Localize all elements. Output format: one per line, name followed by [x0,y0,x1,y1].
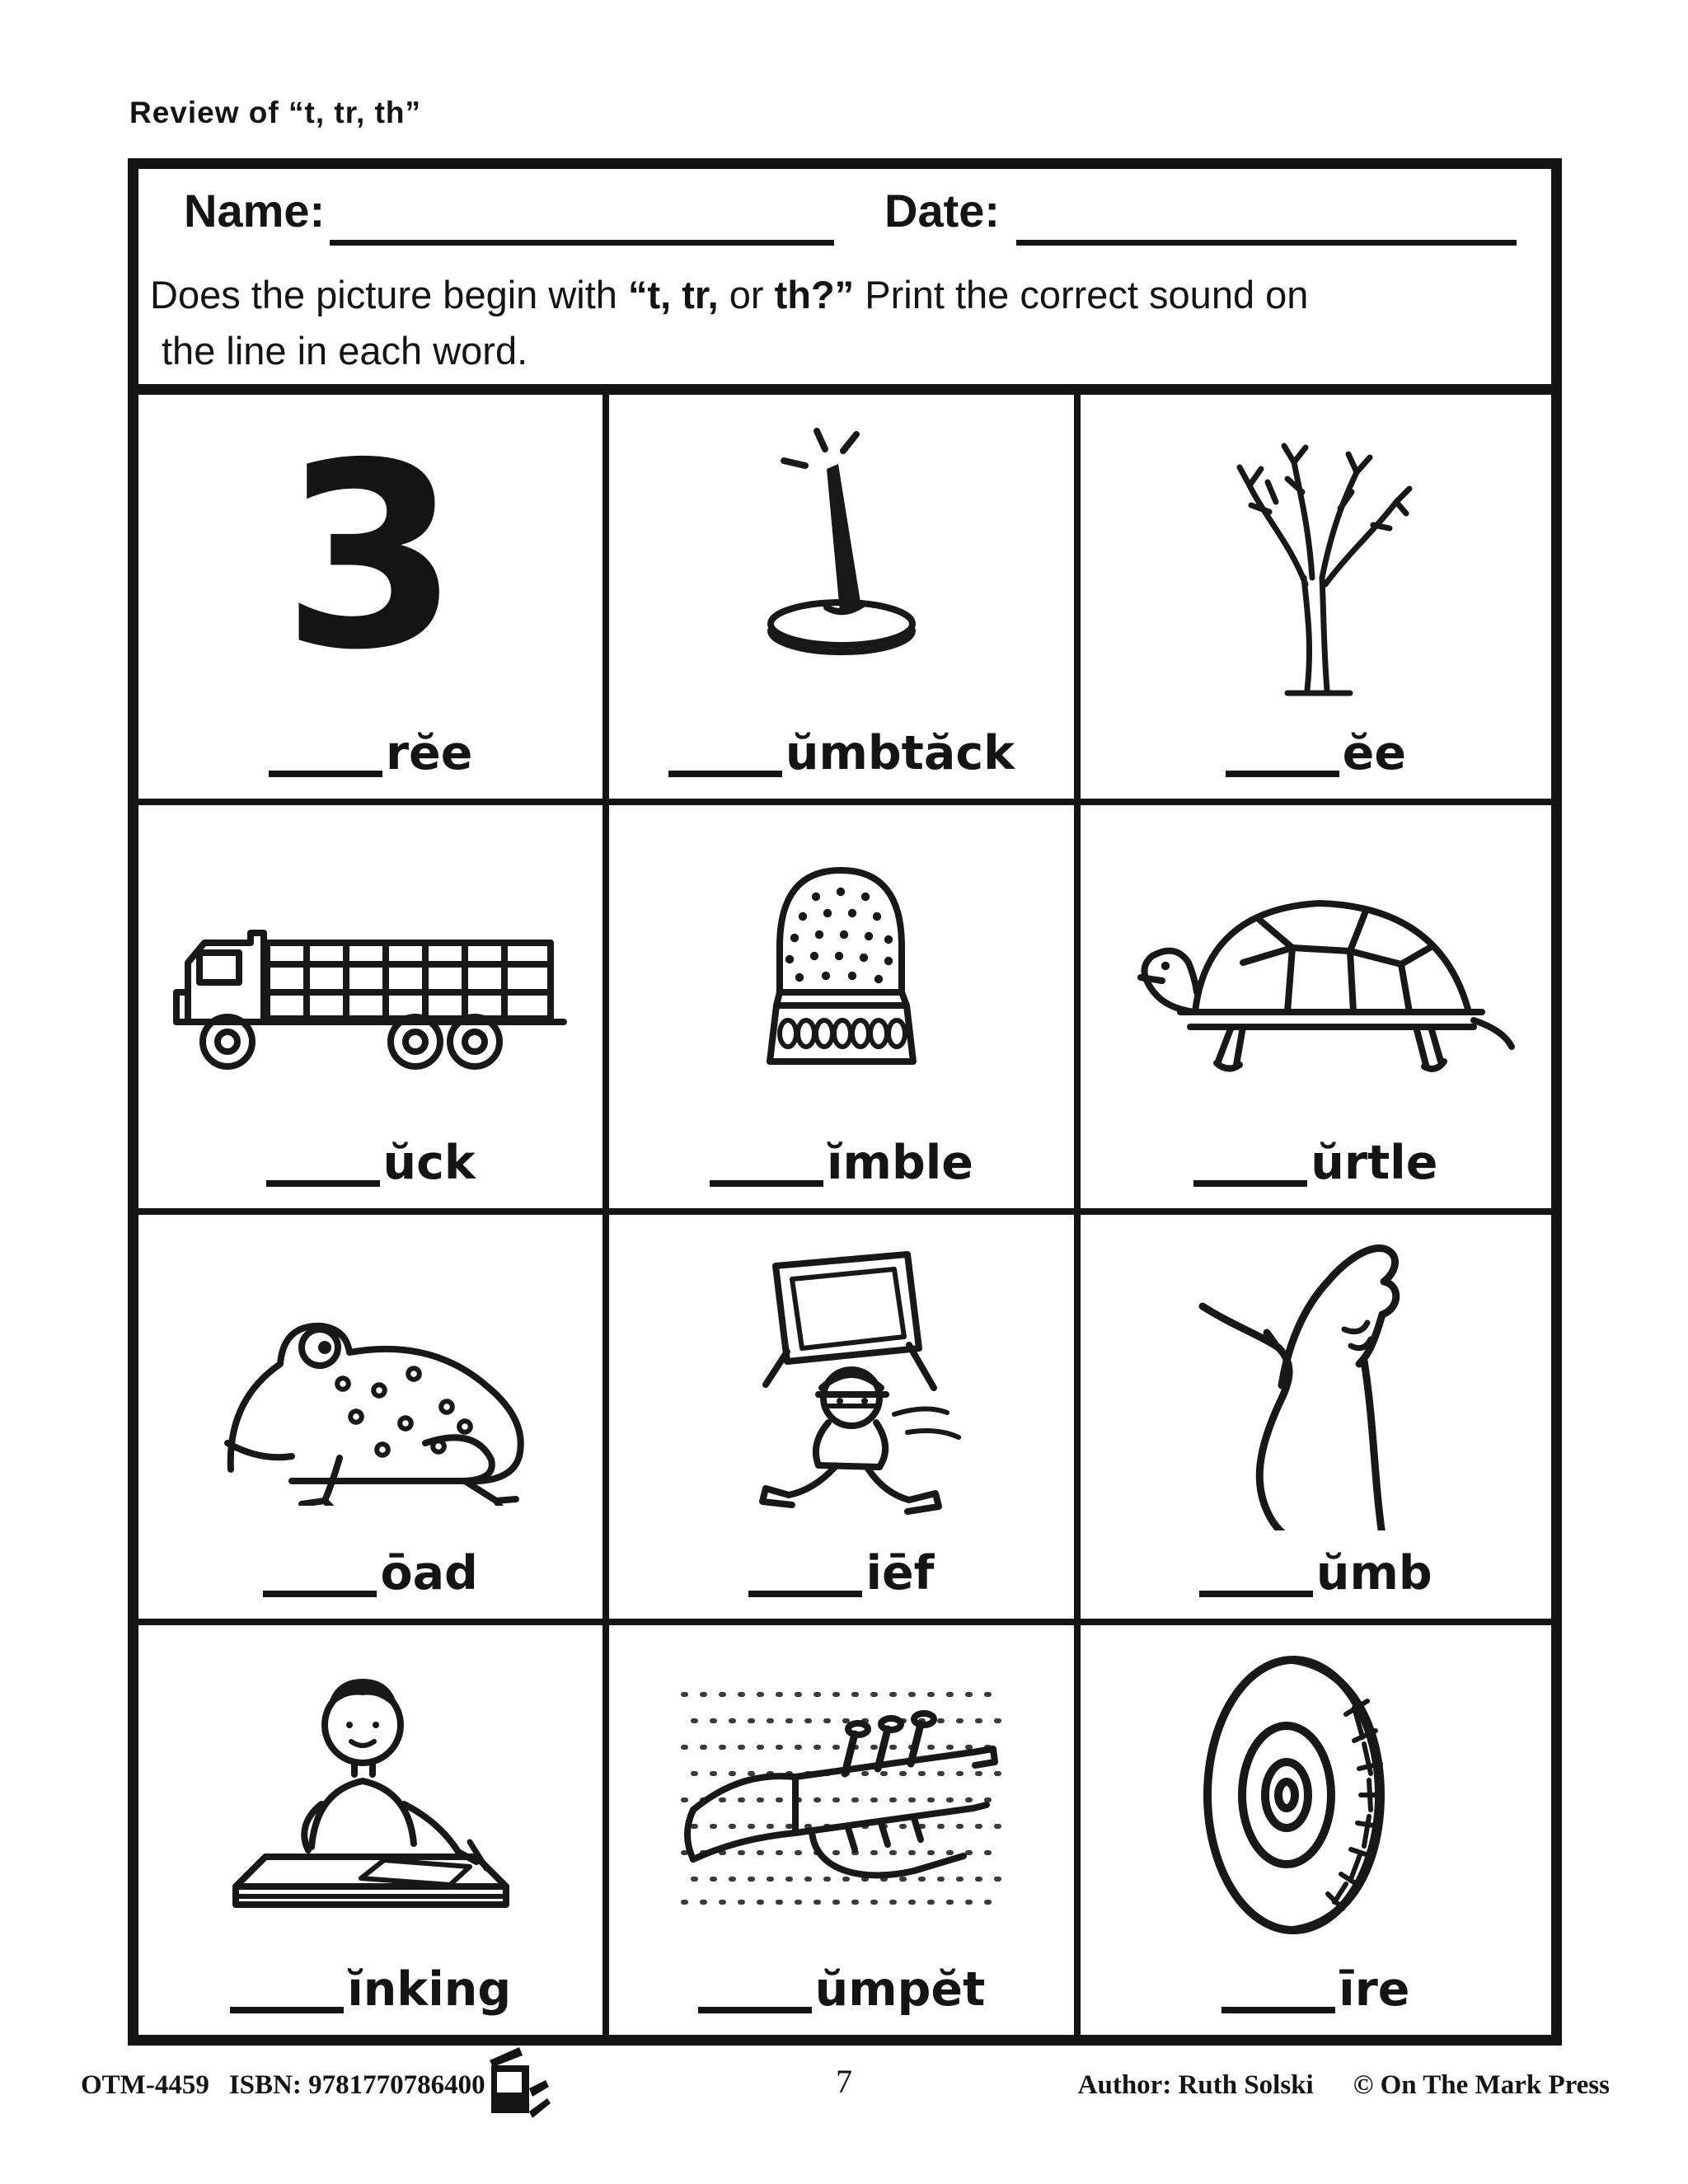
word-label [710,1136,973,1190]
word-label [748,1545,935,1601]
publisher-logo-icon [480,2046,556,2129]
footer-code: OTM-4459 [81,2070,209,2100]
footer-isbn: ISBN: 9781770786400 [228,2070,485,2100]
word-label [263,1545,478,1601]
thief-picture [609,1215,1073,1549]
number-three-picture [138,395,603,729]
worksheet-title: Review of “t, tr, th” [129,96,422,129]
grid-cell-tree [1081,395,1551,805]
word-label [269,725,473,780]
word-label [668,725,1015,780]
word-text: ĕe [1342,725,1406,780]
word-label [1193,1136,1438,1190]
instructions-part1: Does the picture begin with [150,273,628,316]
instructions-part5: Print the correct sound on [854,273,1309,316]
answer-blank[interactable] [698,1966,812,2013]
turtle-picture [1081,805,1551,1140]
answer-blank[interactable] [266,1139,380,1187]
date-input-line[interactable] [1016,184,1517,246]
truck-picture [138,805,603,1140]
toad-picture [138,1215,603,1549]
word-text: ŭmb [1315,1545,1432,1601]
number-three-glyph: 3 [281,408,460,706]
word-text: ĭnking [347,1962,512,2017]
answer-blank[interactable] [1221,1966,1335,2013]
thumb-picture [1081,1215,1551,1549]
word-text: iēf [865,1545,935,1601]
grid-cell-trumpet [609,1625,1080,2036]
word-text: ōad [380,1545,478,1601]
answer-blank[interactable] [668,729,782,777]
grid-cell-thumb [1081,1215,1551,1625]
answer-blank[interactable] [1226,729,1339,777]
grid-cell-truck [138,805,609,1216]
page-number: 7 [836,2063,852,2100]
footer-author: Author: Ruth Solski [1077,2070,1314,2100]
answer-blank[interactable] [748,1549,862,1597]
footer-copyright: © On The Mark Press [1353,2070,1610,2100]
word-text: ŭrtle [1311,1136,1438,1190]
answer-blank[interactable] [263,1549,377,1597]
word-label [698,1962,986,2017]
footer-right [1078,2070,1610,2101]
answer-blank[interactable] [269,729,382,777]
tree-picture [1081,395,1551,729]
answer-blank[interactable] [1199,1549,1313,1597]
name-input-line[interactable] [330,184,834,246]
grid-cell-turtle [1081,805,1551,1216]
instructions-line1 [150,269,1308,321]
thimble-picture [609,805,1073,1140]
grid-cell-three [138,395,609,805]
answer-blank[interactable] [230,1966,344,2013]
grid-cell-thumbtack [609,395,1080,805]
instructions-part4: th?” [774,273,855,316]
footer-left [81,2070,485,2101]
word-text: īre [1339,1962,1410,2017]
trumpet-picture [609,1625,1073,1966]
tire-picture [1081,1625,1551,1966]
word-text: ŭmbtăck [785,725,1015,780]
word-text: ŭck [382,1136,476,1190]
instructions-part2: “t, tr, [628,273,719,316]
grid-cell-thimble [609,805,1080,1216]
answer-blank[interactable] [710,1139,823,1187]
picture-grid [138,384,1551,2035]
word-label [1221,1962,1410,2017]
word-label [1226,725,1406,780]
word-label [230,1962,512,2017]
boy-thinking-picture [138,1625,603,1966]
word-text: rĕe [385,725,473,780]
worksheet-frame [128,158,1562,2046]
grid-cell-thinking [138,1625,609,2036]
grid-cell-tire [1081,1625,1551,2036]
thumbtack-picture [609,395,1073,729]
grid-cell-toad [138,1215,609,1625]
word-text: ĭmble [827,1136,973,1190]
instructions-line2: the line in each word. [162,329,528,373]
grid-cell-thief [609,1215,1080,1625]
word-label [1199,1545,1432,1601]
instructions-part3: or [718,273,775,316]
answer-blank[interactable] [1193,1139,1307,1187]
word-text: ŭmpĕt [814,1962,986,2017]
word-label [266,1136,476,1190]
name-label: Name: [184,185,326,237]
date-label: Date: [884,185,1001,237]
